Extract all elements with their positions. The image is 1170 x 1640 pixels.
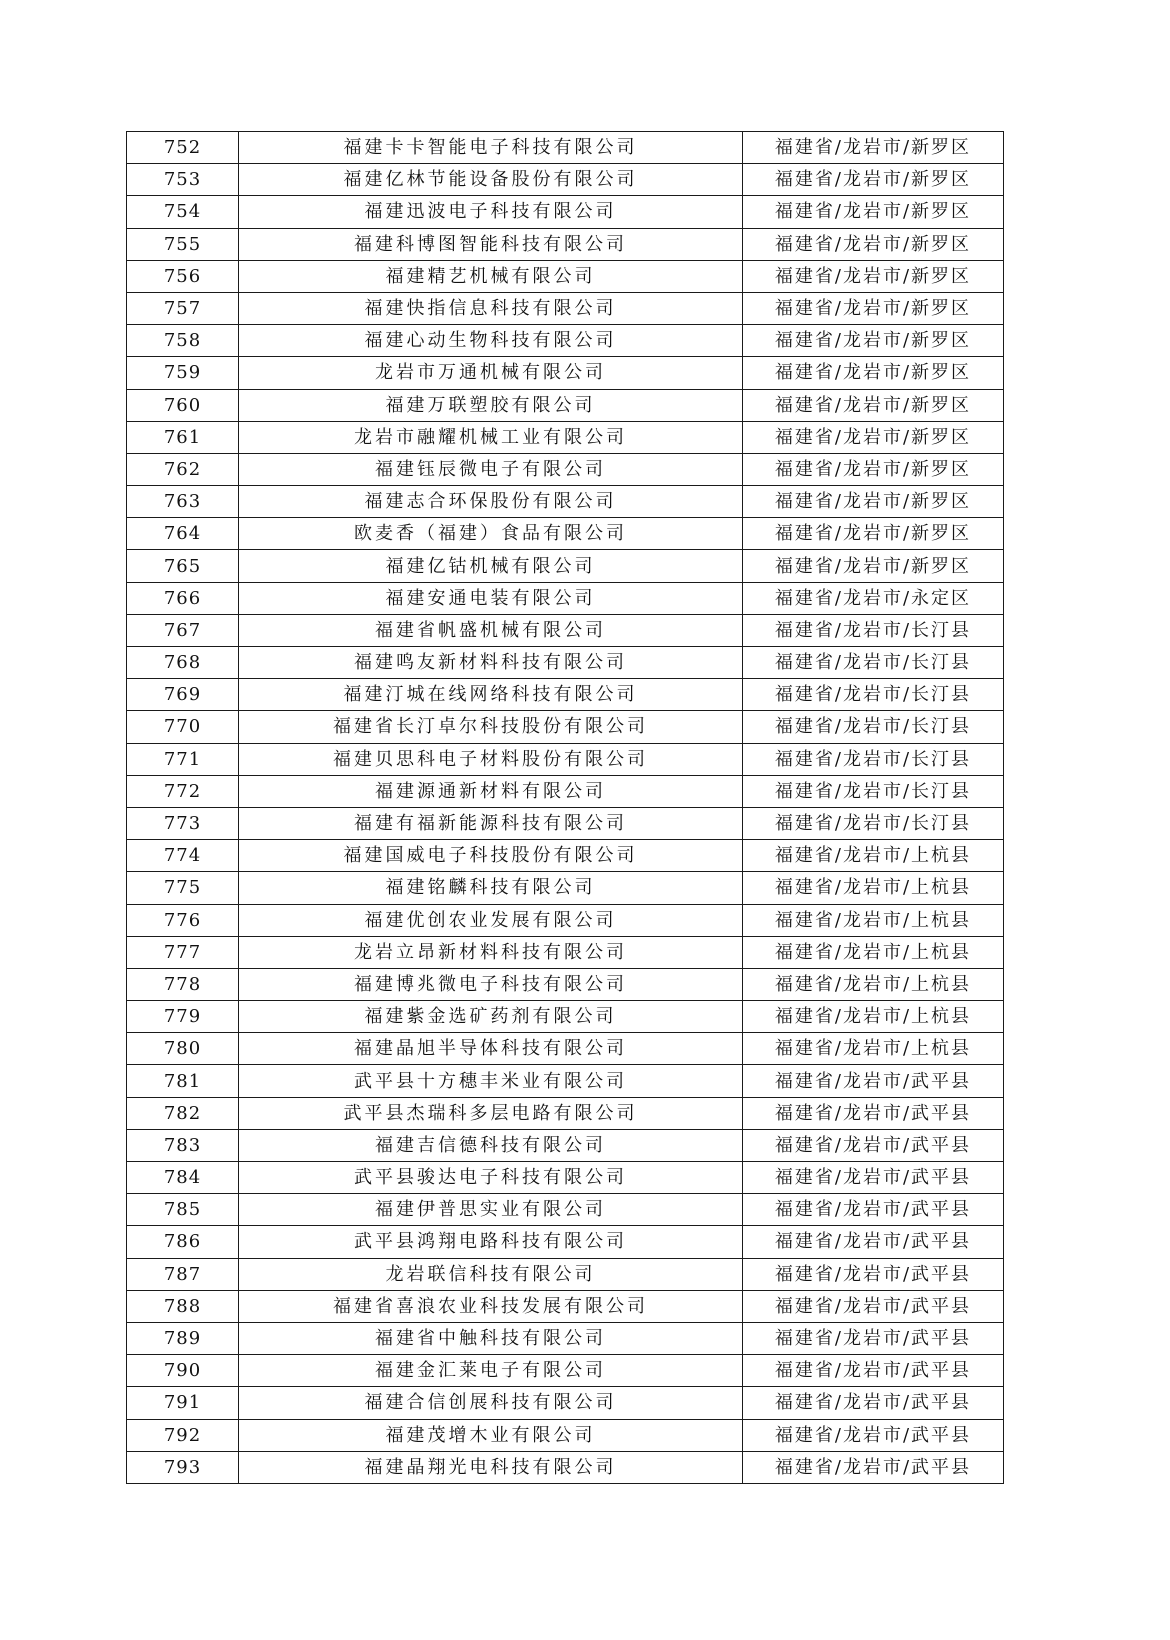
company-name-cell: 福建科博图智能科技有限公司 [239,228,743,260]
region-cell: 福建省/龙岩市/新罗区 [743,518,1004,550]
table-row [127,1033,1004,1065]
region-cell: 福建省/龙岩市/武平县 [743,1129,1004,1161]
table-row [127,872,1004,904]
region-cell: 福建省/龙岩市/新罗区 [743,389,1004,421]
row-number-cell: 789 [127,1322,239,1354]
region-cell: 福建省/龙岩市/长汀县 [743,743,1004,775]
row-number-cell: 775 [127,872,239,904]
row-number-cell: 752 [127,132,239,164]
table-row [127,775,1004,807]
company-name-cell: 福建合信创展科技有限公司 [239,1387,743,1419]
company-name-cell: 福建优创农业发展有限公司 [239,904,743,936]
table-row [127,679,1004,711]
region-cell: 福建省/龙岩市/武平县 [743,1355,1004,1387]
region-cell: 福建省/龙岩市/上杭县 [743,904,1004,936]
region-cell: 福建省/龙岩市/长汀县 [743,807,1004,839]
region-cell: 福建省/龙岩市/上杭县 [743,872,1004,904]
table-row [127,1322,1004,1354]
table-row [127,904,1004,936]
table-row [127,968,1004,1000]
table-row [127,1001,1004,1033]
region-cell: 福建省/龙岩市/新罗区 [743,196,1004,228]
company-name-cell: 福建铭麟科技有限公司 [239,872,743,904]
row-number-cell: 787 [127,1258,239,1290]
region-cell: 福建省/龙岩市/长汀县 [743,711,1004,743]
table-row [127,840,1004,872]
region-cell: 福建省/龙岩市/新罗区 [743,164,1004,196]
table-row [127,1355,1004,1387]
row-number-cell: 762 [127,453,239,485]
region-cell: 福建省/龙岩市/新罗区 [743,260,1004,292]
region-cell: 福建省/龙岩市/上杭县 [743,1033,1004,1065]
company-name-cell: 武平县鸿翔电路科技有限公司 [239,1226,743,1258]
row-number-cell: 781 [127,1065,239,1097]
region-cell: 福建省/龙岩市/新罗区 [743,486,1004,518]
table-row [127,1129,1004,1161]
region-cell: 福建省/龙岩市/上杭县 [743,968,1004,1000]
company-name-cell: 福建伊普思实业有限公司 [239,1194,743,1226]
row-number-cell: 792 [127,1419,239,1451]
region-cell: 福建省/龙岩市/新罗区 [743,453,1004,485]
table-row [127,1065,1004,1097]
table-row [127,518,1004,550]
company-name-cell: 龙岩市万通机械有限公司 [239,357,743,389]
region-cell: 福建省/龙岩市/武平县 [743,1387,1004,1419]
row-number-cell: 766 [127,582,239,614]
company-name-cell: 武平县骏达电子科技有限公司 [239,1162,743,1194]
company-name-cell: 福建省长汀卓尔科技股份有限公司 [239,711,743,743]
company-name-cell: 福建吉信德科技有限公司 [239,1129,743,1161]
company-name-cell: 福建钰辰微电子有限公司 [239,453,743,485]
region-cell: 福建省/龙岩市/上杭县 [743,936,1004,968]
region-cell: 福建省/龙岩市/武平县 [743,1290,1004,1322]
region-cell: 福建省/龙岩市/武平县 [743,1065,1004,1097]
company-name-cell: 福建贝思科电子材料股份有限公司 [239,743,743,775]
region-cell: 福建省/龙岩市/长汀县 [743,679,1004,711]
table-row [127,711,1004,743]
region-cell: 福建省/龙岩市/上杭县 [743,1001,1004,1033]
row-number-cell: 772 [127,775,239,807]
row-number-cell: 783 [127,1129,239,1161]
row-number-cell: 767 [127,614,239,646]
table-row [127,1387,1004,1419]
region-cell: 福建省/龙岩市/新罗区 [743,421,1004,453]
row-number-cell: 758 [127,325,239,357]
region-cell: 福建省/龙岩市/武平县 [743,1451,1004,1483]
region-cell: 福建省/龙岩市/长汀县 [743,775,1004,807]
company-table [126,131,1004,1484]
table-row [127,807,1004,839]
region-cell: 福建省/龙岩市/武平县 [743,1194,1004,1226]
company-name-cell: 福建有福新能源科技有限公司 [239,807,743,839]
company-name-cell: 福建晶旭半导体科技有限公司 [239,1033,743,1065]
table-row [127,1097,1004,1129]
company-name-cell: 福建国威电子科技股份有限公司 [239,840,743,872]
row-number-cell: 755 [127,228,239,260]
company-name-cell: 福建万联塑胶有限公司 [239,389,743,421]
row-number-cell: 776 [127,904,239,936]
company-name-cell: 福建汀城在线网络科技有限公司 [239,679,743,711]
table-row [127,132,1004,164]
table-row [127,1258,1004,1290]
table-row [127,1419,1004,1451]
row-number-cell: 764 [127,518,239,550]
company-name-cell: 福建迅波电子科技有限公司 [239,196,743,228]
row-number-cell: 791 [127,1387,239,1419]
company-name-cell: 福建精艺机械有限公司 [239,260,743,292]
region-cell: 福建省/龙岩市/新罗区 [743,550,1004,582]
row-number-cell: 754 [127,196,239,228]
company-name-cell: 福建紫金选矿药剂有限公司 [239,1001,743,1033]
company-name-cell: 福建茂增木业有限公司 [239,1419,743,1451]
row-number-cell: 779 [127,1001,239,1033]
table-row [127,260,1004,292]
region-cell: 福建省/龙岩市/新罗区 [743,292,1004,324]
table-row [127,1290,1004,1322]
row-number-cell: 757 [127,292,239,324]
row-number-cell: 774 [127,840,239,872]
row-number-cell: 790 [127,1355,239,1387]
region-cell: 福建省/龙岩市/新罗区 [743,325,1004,357]
company-name-cell: 福建心动生物科技有限公司 [239,325,743,357]
table-row [127,325,1004,357]
table-row [127,1194,1004,1226]
row-number-cell: 780 [127,1033,239,1065]
table-row [127,1451,1004,1483]
row-number-cell: 778 [127,968,239,1000]
table-row [127,164,1004,196]
company-name-cell: 福建安通电装有限公司 [239,582,743,614]
company-name-cell: 福建志合环保股份有限公司 [239,486,743,518]
row-number-cell: 761 [127,421,239,453]
row-number-cell: 759 [127,357,239,389]
table-row [127,228,1004,260]
table-row [127,647,1004,679]
company-name-cell: 欧麦香（福建）食品有限公司 [239,518,743,550]
company-name-cell: 福建鸣友新材料科技有限公司 [239,647,743,679]
row-number-cell: 785 [127,1194,239,1226]
row-number-cell: 784 [127,1162,239,1194]
company-name-cell: 福建源通新材料有限公司 [239,775,743,807]
region-cell: 福建省/龙岩市/新罗区 [743,357,1004,389]
region-cell: 福建省/龙岩市/新罗区 [743,132,1004,164]
company-name-cell: 福建金汇莱电子有限公司 [239,1355,743,1387]
company-name-cell: 龙岩联信科技有限公司 [239,1258,743,1290]
company-name-cell: 龙岩立昂新材料科技有限公司 [239,936,743,968]
company-name-cell: 福建快指信息科技有限公司 [239,292,743,324]
region-cell: 福建省/龙岩市/上杭县 [743,840,1004,872]
row-number-cell: 760 [127,389,239,421]
region-cell: 福建省/龙岩市/武平县 [743,1258,1004,1290]
table-row [127,550,1004,582]
table-row [127,614,1004,646]
region-cell: 福建省/龙岩市/新罗区 [743,228,1004,260]
table-row [127,1226,1004,1258]
company-name-cell: 福建博兆微电子科技有限公司 [239,968,743,1000]
company-name-cell: 福建省喜浪农业科技发展有限公司 [239,1290,743,1322]
table-row [127,486,1004,518]
row-number-cell: 753 [127,164,239,196]
company-name-cell: 福建晶翔光电科技有限公司 [239,1451,743,1483]
row-number-cell: 793 [127,1451,239,1483]
company-name-cell: 福建亿钴机械有限公司 [239,550,743,582]
region-cell: 福建省/龙岩市/永定区 [743,582,1004,614]
row-number-cell: 786 [127,1226,239,1258]
table-row [127,292,1004,324]
table-row [127,421,1004,453]
region-cell: 福建省/龙岩市/武平县 [743,1097,1004,1129]
table-row [127,743,1004,775]
region-cell: 福建省/龙岩市/武平县 [743,1226,1004,1258]
table-row [127,357,1004,389]
table-row [127,936,1004,968]
region-cell: 福建省/龙岩市/武平县 [743,1162,1004,1194]
company-name-cell: 福建省帆盛机械有限公司 [239,614,743,646]
table-row [127,453,1004,485]
company-name-cell: 武平县杰瑞科多层电路有限公司 [239,1097,743,1129]
row-number-cell: 769 [127,679,239,711]
row-number-cell: 770 [127,711,239,743]
row-number-cell: 788 [127,1290,239,1322]
table-row [127,1162,1004,1194]
company-name-cell: 福建卡卡智能电子科技有限公司 [239,132,743,164]
row-number-cell: 756 [127,260,239,292]
row-number-cell: 765 [127,550,239,582]
company-name-cell: 福建亿林节能设备股份有限公司 [239,164,743,196]
region-cell: 福建省/龙岩市/武平县 [743,1419,1004,1451]
table-row [127,389,1004,421]
company-name-cell: 龙岩市融耀机械工业有限公司 [239,421,743,453]
row-number-cell: 773 [127,807,239,839]
row-number-cell: 777 [127,936,239,968]
row-number-cell: 782 [127,1097,239,1129]
company-name-cell: 福建省中触科技有限公司 [239,1322,743,1354]
company-table-body [127,132,1004,1484]
region-cell: 福建省/龙岩市/武平县 [743,1322,1004,1354]
region-cell: 福建省/龙岩市/长汀县 [743,614,1004,646]
row-number-cell: 771 [127,743,239,775]
region-cell: 福建省/龙岩市/长汀县 [743,647,1004,679]
table-row [127,196,1004,228]
table-row [127,582,1004,614]
row-number-cell: 768 [127,647,239,679]
row-number-cell: 763 [127,486,239,518]
company-name-cell: 武平县十方穗丰米业有限公司 [239,1065,743,1097]
